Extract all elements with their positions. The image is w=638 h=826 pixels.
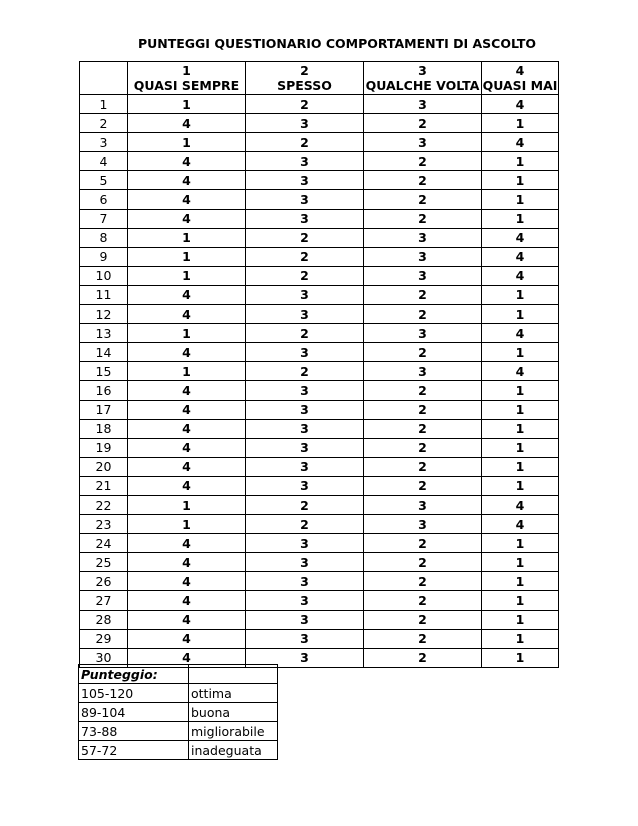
question-number: 30 xyxy=(80,648,128,667)
table-row xyxy=(80,419,559,438)
score-cell: 2 xyxy=(364,629,482,648)
score-cell: 3 xyxy=(246,572,364,591)
question-number: 10 xyxy=(80,266,128,285)
score-cell: 2 xyxy=(246,495,364,514)
question-number: 17 xyxy=(80,400,128,419)
score-cell: 3 xyxy=(246,190,364,209)
legend-heading-row xyxy=(79,665,278,684)
header-label: SPESSO xyxy=(277,78,332,93)
score-cell: 4 xyxy=(128,629,246,648)
score-cell: 4 xyxy=(482,495,559,514)
score-cell: 3 xyxy=(364,362,482,381)
question-number: 12 xyxy=(80,305,128,324)
table-row xyxy=(80,400,559,419)
score-cell: 2 xyxy=(246,133,364,152)
score-cell: 4 xyxy=(128,114,246,133)
legend-row xyxy=(79,722,278,741)
score-cell: 3 xyxy=(246,285,364,304)
question-number: 8 xyxy=(80,228,128,247)
header-spesso xyxy=(246,62,364,95)
legend-range: 105-120 xyxy=(79,684,189,703)
question-number: 13 xyxy=(80,324,128,343)
score-cell: 1 xyxy=(482,438,559,457)
question-number: 24 xyxy=(80,534,128,553)
table-row xyxy=(80,228,559,247)
legend-body xyxy=(79,665,278,760)
score-cell: 3 xyxy=(246,381,364,400)
score-cell: 1 xyxy=(482,343,559,362)
score-cell: 1 xyxy=(482,209,559,228)
score-cell: 1 xyxy=(482,610,559,629)
score-cell: 2 xyxy=(246,228,364,247)
score-cell: 1 xyxy=(482,381,559,400)
score-cell: 1 xyxy=(128,495,246,514)
header-number: 3 xyxy=(418,63,427,78)
legend-table xyxy=(78,664,278,760)
legend-rating: migliorabile xyxy=(189,722,278,741)
header-qualche-volta xyxy=(364,62,482,95)
score-cell: 1 xyxy=(128,362,246,381)
score-cell: 3 xyxy=(246,438,364,457)
table-row xyxy=(80,553,559,572)
score-cell: 1 xyxy=(128,133,246,152)
score-cell: 4 xyxy=(482,515,559,534)
table-row xyxy=(80,591,559,610)
question-number: 7 xyxy=(80,209,128,228)
score-cell: 2 xyxy=(364,476,482,495)
score-cell: 3 xyxy=(246,152,364,171)
score-cell: 4 xyxy=(128,209,246,228)
question-number: 3 xyxy=(80,133,128,152)
table-row xyxy=(80,305,559,324)
score-cell: 1 xyxy=(482,305,559,324)
score-cell: 4 xyxy=(482,133,559,152)
score-cell: 2 xyxy=(246,515,364,534)
legend-range: 89-104 xyxy=(79,703,189,722)
score-cell: 3 xyxy=(364,247,482,266)
score-cell: 4 xyxy=(128,381,246,400)
question-number: 1 xyxy=(80,95,128,114)
score-cell: 1 xyxy=(482,419,559,438)
score-cell: 2 xyxy=(364,648,482,667)
score-cell: 4 xyxy=(128,305,246,324)
question-number: 22 xyxy=(80,495,128,514)
score-cell: 2 xyxy=(364,152,482,171)
score-cell: 3 xyxy=(246,553,364,572)
score-cell: 1 xyxy=(482,572,559,591)
legend-heading: Punteggio: xyxy=(79,665,189,684)
score-cell: 3 xyxy=(246,534,364,553)
table-row xyxy=(80,534,559,553)
score-cell: 4 xyxy=(128,476,246,495)
question-number: 5 xyxy=(80,171,128,190)
score-cell: 2 xyxy=(364,572,482,591)
header-label: QUASI SEMPRE xyxy=(133,78,240,93)
score-cell: 1 xyxy=(482,114,559,133)
header-label: QUALCHE VOLTA xyxy=(365,78,480,93)
score-cell: 1 xyxy=(128,247,246,266)
score-cell: 3 xyxy=(246,629,364,648)
score-cell: 1 xyxy=(482,534,559,553)
score-cell: 2 xyxy=(364,457,482,476)
legend-heading-empty xyxy=(189,665,278,684)
score-cell: 4 xyxy=(128,171,246,190)
score-cell: 4 xyxy=(128,610,246,629)
score-cell: 4 xyxy=(128,534,246,553)
table-row xyxy=(80,572,559,591)
question-number: 15 xyxy=(80,362,128,381)
table-row xyxy=(80,190,559,209)
score-cell: 4 xyxy=(128,457,246,476)
question-number: 11 xyxy=(80,285,128,304)
table-row xyxy=(80,247,559,266)
score-cell: 3 xyxy=(246,419,364,438)
score-cell: 1 xyxy=(128,266,246,285)
table-row xyxy=(80,95,559,114)
table-row xyxy=(80,285,559,304)
header-quasi-sempre xyxy=(128,62,246,95)
score-cell: 4 xyxy=(128,152,246,171)
score-cell: 3 xyxy=(364,324,482,343)
score-cell: 4 xyxy=(128,400,246,419)
legend-rating: buona xyxy=(189,703,278,722)
score-cell: 4 xyxy=(128,553,246,572)
score-cell: 3 xyxy=(246,343,364,362)
score-cell: 4 xyxy=(482,228,559,247)
legend-row xyxy=(79,684,278,703)
score-cell: 4 xyxy=(128,190,246,209)
score-cell: 1 xyxy=(482,152,559,171)
table-row xyxy=(80,133,559,152)
question-number: 14 xyxy=(80,343,128,362)
score-cell: 1 xyxy=(482,648,559,667)
score-cell: 3 xyxy=(364,95,482,114)
question-number: 28 xyxy=(80,610,128,629)
header-label: QUASI MAI xyxy=(482,78,558,93)
question-number: 23 xyxy=(80,515,128,534)
score-table-body xyxy=(80,95,559,668)
question-number: 19 xyxy=(80,438,128,457)
score-cell: 3 xyxy=(246,648,364,667)
score-cell: 2 xyxy=(246,362,364,381)
score-cell: 3 xyxy=(246,591,364,610)
score-cell: 2 xyxy=(364,171,482,190)
score-cell: 1 xyxy=(482,591,559,610)
question-number: 20 xyxy=(80,457,128,476)
question-number: 29 xyxy=(80,629,128,648)
question-number: 25 xyxy=(80,553,128,572)
table-row xyxy=(80,629,559,648)
score-cell: 2 xyxy=(246,247,364,266)
table-row xyxy=(80,438,559,457)
score-cell: 1 xyxy=(482,171,559,190)
score-cell: 4 xyxy=(128,648,246,667)
score-cell: 2 xyxy=(364,209,482,228)
score-cell: 2 xyxy=(364,343,482,362)
table-row xyxy=(80,343,559,362)
score-cell: 3 xyxy=(364,228,482,247)
score-cell: 2 xyxy=(364,553,482,572)
table-row xyxy=(80,266,559,285)
score-cell: 2 xyxy=(364,381,482,400)
score-cell: 4 xyxy=(128,591,246,610)
score-cell: 2 xyxy=(364,610,482,629)
score-cell: 3 xyxy=(364,266,482,285)
score-cell: 1 xyxy=(482,457,559,476)
score-cell: 2 xyxy=(246,95,364,114)
score-cell: 4 xyxy=(482,247,559,266)
score-cell: 4 xyxy=(128,438,246,457)
table-row xyxy=(80,324,559,343)
score-cell: 3 xyxy=(246,400,364,419)
header-number: 2 xyxy=(300,63,309,78)
page-title: PUNTEGGI QUESTIONARIO COMPORTAMENTI DI ASCOLTO xyxy=(137,36,537,51)
table-row xyxy=(80,515,559,534)
score-cell: 4 xyxy=(482,362,559,381)
table-row xyxy=(80,114,559,133)
question-number: 27 xyxy=(80,591,128,610)
table-row xyxy=(80,476,559,495)
question-number: 18 xyxy=(80,419,128,438)
score-cell: 2 xyxy=(364,114,482,133)
score-cell: 2 xyxy=(364,285,482,304)
table-row xyxy=(80,457,559,476)
score-cell: 1 xyxy=(482,553,559,572)
score-cell: 4 xyxy=(482,95,559,114)
score-cell: 2 xyxy=(246,324,364,343)
question-number: 4 xyxy=(80,152,128,171)
table-header-row xyxy=(80,62,559,95)
table-row xyxy=(80,381,559,400)
score-cell: 3 xyxy=(246,171,364,190)
score-cell: 1 xyxy=(128,324,246,343)
header-number: 1 xyxy=(182,63,191,78)
score-cell: 2 xyxy=(246,266,364,285)
table-row xyxy=(80,495,559,514)
score-cell: 4 xyxy=(128,285,246,304)
score-cell: 3 xyxy=(246,457,364,476)
score-cell: 3 xyxy=(246,610,364,629)
score-cell: 1 xyxy=(482,629,559,648)
score-cell: 1 xyxy=(482,285,559,304)
question-number: 9 xyxy=(80,247,128,266)
legend-range: 57-72 xyxy=(79,741,189,760)
score-cell: 3 xyxy=(364,495,482,514)
table-row xyxy=(80,209,559,228)
legend-rating: ottima xyxy=(189,684,278,703)
score-cell: 2 xyxy=(364,400,482,419)
score-cell: 4 xyxy=(482,324,559,343)
score-table xyxy=(79,61,559,668)
score-cell: 3 xyxy=(246,114,364,133)
score-cell: 4 xyxy=(128,572,246,591)
score-cell: 1 xyxy=(482,190,559,209)
question-number: 6 xyxy=(80,190,128,209)
header-question-number xyxy=(80,62,128,95)
header-quasi-mai xyxy=(482,62,559,95)
score-cell: 4 xyxy=(128,419,246,438)
table-row xyxy=(80,171,559,190)
score-cell: 3 xyxy=(246,209,364,228)
question-number: 2 xyxy=(80,114,128,133)
score-cell: 3 xyxy=(246,476,364,495)
legend-row xyxy=(79,703,278,722)
score-cell: 1 xyxy=(128,95,246,114)
score-cell: 2 xyxy=(364,305,482,324)
question-number: 16 xyxy=(80,381,128,400)
score-cell: 2 xyxy=(364,534,482,553)
legend-range: 73-88 xyxy=(79,722,189,741)
score-cell: 1 xyxy=(482,400,559,419)
score-cell: 2 xyxy=(364,190,482,209)
legend-rating: inadeguata xyxy=(189,741,278,760)
score-cell: 3 xyxy=(364,515,482,534)
score-cell: 1 xyxy=(128,515,246,534)
table-row xyxy=(80,362,559,381)
score-cell: 2 xyxy=(364,438,482,457)
score-cell: 2 xyxy=(364,419,482,438)
score-cell: 1 xyxy=(128,228,246,247)
score-cell: 1 xyxy=(482,476,559,495)
table-row xyxy=(80,610,559,629)
question-number: 21 xyxy=(80,476,128,495)
score-cell: 4 xyxy=(482,266,559,285)
score-cell: 3 xyxy=(364,133,482,152)
score-cell: 3 xyxy=(246,305,364,324)
table-row xyxy=(80,152,559,171)
legend-row xyxy=(79,741,278,760)
question-number: 26 xyxy=(80,572,128,591)
score-cell: 4 xyxy=(128,343,246,362)
score-cell: 2 xyxy=(364,591,482,610)
header-number: 4 xyxy=(515,63,525,78)
